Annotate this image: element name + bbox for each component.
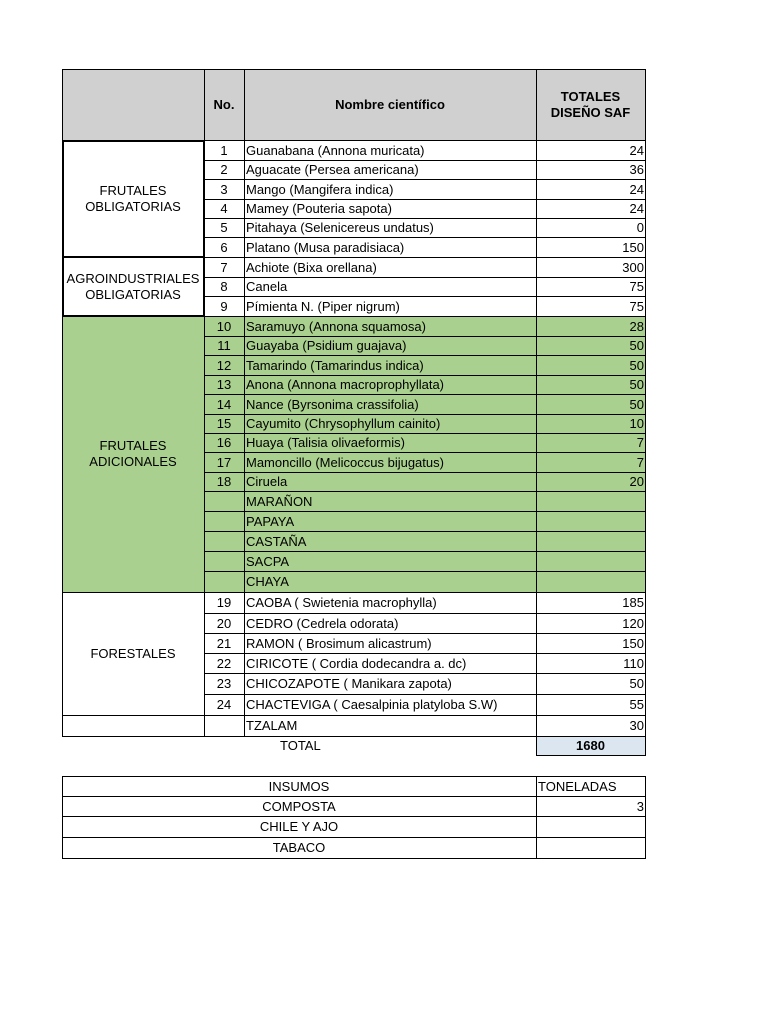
row-species-name: Pitahaya (Selenicereus undatus) — [246, 220, 434, 235]
grid-line — [645, 776, 646, 859]
grid-line — [62, 140, 205, 142]
grid-line — [204, 237, 646, 238]
row-total: 50 — [629, 338, 644, 353]
row-species-name: CIRICOTE ( Cordia dodecandra a. dc) — [246, 655, 467, 671]
row-species-name: CASTAÑA — [246, 533, 307, 549]
row-species-name: MARAÑON — [246, 493, 313, 509]
row-total: 185 — [622, 595, 644, 610]
row-no — [204, 571, 244, 592]
row-total: 24 — [629, 142, 644, 158]
row-species-name: Canela — [246, 279, 288, 294]
row-total: 10 — [629, 416, 644, 431]
row-total — [536, 511, 645, 531]
row-no — [204, 551, 244, 571]
grid-line — [62, 837, 646, 838]
grid-line — [62, 256, 205, 258]
row-no: 16 — [216, 435, 232, 450]
grid-line — [204, 551, 646, 552]
row-no: 23 — [216, 676, 232, 691]
row-no: 12 — [216, 357, 232, 373]
grid-line — [204, 277, 646, 278]
insumo-name: TABACO — [272, 840, 326, 855]
row-species-name: Platano (Musa paradisiaca) — [246, 239, 405, 255]
row-total: 24 — [629, 201, 644, 216]
row-no: 4 — [220, 201, 228, 216]
row-species-name: Cayumito (Chrysophyllum cainito) — [246, 416, 441, 431]
row-species-name: Saramuyo (Annona squamosa) — [246, 318, 426, 334]
row-no: 7 — [220, 259, 228, 275]
row-no: 3 — [220, 181, 228, 197]
row-total: 28 — [629, 318, 644, 334]
grid-line — [62, 858, 646, 859]
insumo-value: 3 — [636, 798, 644, 814]
row-no: 6 — [220, 239, 228, 255]
row-species-name: Mamoncillo (Melicoccus bijugatus) — [246, 454, 444, 470]
row-total: 7 — [636, 435, 644, 450]
row-no: 24 — [216, 697, 232, 712]
category-frutales-obligatorias: FRUTALES OBLIGATORIAS — [85, 182, 181, 214]
grid-line — [204, 414, 646, 415]
row-total: 20 — [629, 474, 644, 489]
category-frutales-adicionales: FRUTALES ADICIONALES — [89, 438, 177, 469]
row-total: 0 — [636, 220, 644, 235]
grid-line — [62, 776, 63, 859]
row-total — [536, 491, 645, 511]
row-no: 1 — [220, 142, 228, 158]
insumo-name: CHILE Y AJO — [259, 819, 339, 834]
row-species-name: CAOBA ( Swietenia macrophylla) — [246, 595, 437, 610]
insumo-value — [536, 837, 645, 858]
row-species-name: Guanabana (Annona muricata) — [246, 142, 425, 158]
grid-line — [204, 673, 646, 674]
grid-line — [62, 715, 205, 716]
row-total: 300 — [622, 259, 644, 275]
row-species-name: CHACTEVIGA ( Caesalpinia platyloba S.W) — [246, 697, 498, 712]
grid-line — [204, 592, 646, 593]
row-no: 8 — [220, 279, 228, 294]
grid-line — [62, 736, 205, 737]
row-species-name: Achiote (Bixa orellana) — [246, 259, 377, 275]
grid-line — [204, 452, 646, 453]
grid-line — [204, 433, 646, 434]
row-species-name: Nance (Byrsonima crassifolia) — [246, 396, 419, 412]
header-totales: TOTALES DISEÑO SAF — [536, 69, 645, 140]
grid-line — [204, 160, 646, 161]
grid-line — [62, 140, 64, 316]
row-species-name: Mamey (Pouteria sapota) — [246, 201, 392, 216]
row-species-name: CHICOZAPOTE ( Manikara zapota) — [246, 676, 452, 691]
grid-line — [204, 394, 646, 395]
grid-line — [203, 140, 205, 316]
row-total: 55 — [629, 697, 644, 712]
row-total: 24 — [629, 181, 644, 197]
grid-line — [204, 531, 646, 532]
grid-line — [204, 491, 646, 492]
row-no: 20 — [216, 615, 232, 631]
header-nombre-cientifico: Nombre científico — [244, 69, 536, 140]
row-total: 150 — [622, 635, 644, 651]
row-no: 21 — [216, 635, 232, 651]
row-no: 19 — [216, 595, 232, 610]
row-species-name: TZALAM — [246, 718, 298, 733]
row-total — [536, 531, 645, 551]
grid-line — [204, 653, 646, 654]
row-total: 75 — [629, 298, 644, 314]
grid-line — [204, 694, 646, 695]
insumo-name: COMPOSTA — [262, 798, 336, 814]
header-no: No. — [204, 69, 244, 140]
grid-line — [536, 755, 646, 756]
grid-line — [62, 796, 646, 797]
row-no: 10 — [216, 318, 232, 334]
total-value: 1680 — [536, 736, 645, 755]
grid-line — [62, 592, 205, 593]
grid-line — [204, 571, 646, 572]
row-total: 50 — [629, 396, 644, 412]
category-forestales: FORESTALES — [90, 645, 176, 661]
row-species-name: Anona (Annona macroprophyllata) — [246, 377, 445, 392]
row-total: 120 — [622, 615, 644, 631]
grid-line — [204, 472, 646, 473]
row-total: 75 — [629, 279, 644, 294]
row-no: 17 — [216, 454, 232, 470]
row-species-name: Huaya (Talisia olivaeformis) — [246, 435, 405, 450]
grid-line — [204, 336, 646, 337]
row-total: 36 — [629, 162, 644, 177]
grid-line — [204, 613, 646, 614]
category-agroindustriales-obligatorias: AGROINDUSTRIALES OBLIGATORIAS — [66, 270, 200, 302]
row-species-name: CHAYA — [246, 574, 289, 589]
row-no: 2 — [220, 162, 228, 177]
row-no: 22 — [216, 655, 232, 671]
row-no: 13 — [216, 377, 232, 392]
row-total: 50 — [629, 357, 644, 373]
grid-line — [204, 736, 646, 737]
grid-line — [204, 296, 646, 297]
row-species-name: Mango (Mangifera indica) — [246, 181, 394, 197]
grid-line — [204, 316, 646, 317]
row-species-name: RAMON ( Brosimum alicastrum) — [246, 635, 432, 651]
grid-line — [62, 315, 205, 317]
row-no: 18 — [216, 474, 232, 489]
row-total: 110 — [623, 655, 644, 671]
row-species-name: Pímienta N. (Piper nigrum) — [246, 298, 400, 314]
grid-line — [62, 776, 646, 777]
total-label: TOTAL — [280, 738, 321, 753]
grid-line — [62, 816, 646, 817]
row-no: 14 — [216, 396, 232, 412]
row-no: 9 — [220, 298, 228, 314]
row-species-name: CEDRO (Cedrela odorata) — [246, 615, 399, 631]
grid-line — [204, 511, 646, 512]
row-total: 150 — [622, 239, 644, 255]
grid-line — [204, 179, 646, 180]
grid-line — [204, 375, 646, 376]
toneladas-header: TONELADAS — [538, 778, 617, 794]
row-no — [204, 511, 244, 531]
row-total — [536, 571, 645, 592]
grid-line — [244, 69, 245, 737]
grid-line — [204, 140, 646, 141]
grid-line — [62, 69, 646, 70]
grid-line — [204, 633, 646, 634]
grid-line — [536, 776, 537, 859]
row-no — [204, 715, 244, 736]
row-species-name: Guayaba (Psidium guajava) — [246, 338, 407, 353]
row-no: 5 — [220, 220, 228, 235]
row-species-name: Aguacate (Persea americana) — [246, 162, 419, 177]
grid-line — [204, 199, 646, 200]
insumos-header: INSUMOS — [268, 778, 330, 794]
row-total: 30 — [629, 718, 644, 733]
row-total: 50 — [629, 377, 644, 392]
row-species-name: Ciruela — [246, 474, 288, 489]
row-no — [204, 491, 244, 511]
row-total: 7 — [636, 454, 644, 470]
row-total — [536, 551, 645, 571]
row-total: 50 — [629, 676, 644, 691]
row-no: 11 — [217, 338, 231, 353]
grid-line — [204, 257, 646, 258]
grid-line — [204, 218, 646, 219]
grid-line — [204, 715, 646, 716]
row-species-name: PAPAYA — [246, 513, 295, 529]
insumo-value — [536, 816, 645, 837]
grid-line — [204, 355, 646, 356]
row-no — [204, 531, 244, 551]
row-species-name: SACPA — [246, 553, 290, 569]
row-no: 15 — [216, 416, 232, 431]
row-species-name: Tamarindo (Tamarindus indica) — [246, 357, 424, 373]
